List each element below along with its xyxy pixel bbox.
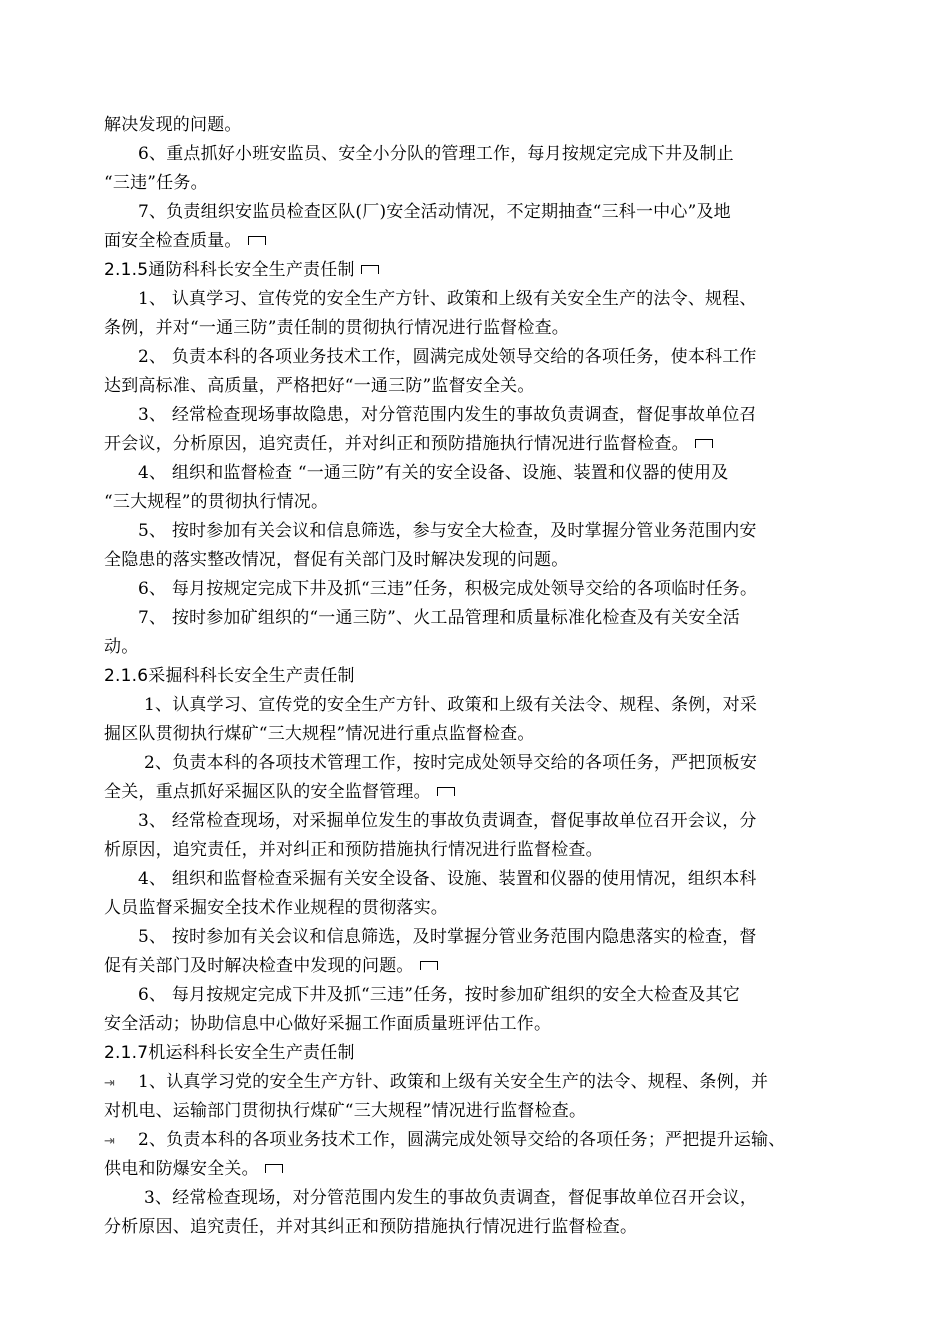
paragraph-line: [104, 1009, 551, 1039]
line-text: 全关，重点抓好采掘区队的安全监督管理。: [104, 782, 431, 802]
line-text: 3、 经常检查现场，对采掘单位发生的事故负责调查，督促事故单位召开会议，分: [138, 811, 757, 831]
line-text: 1、 认真学习、宣传党的安全生产方针、政策和上级有关安全生产的法令、规程、: [138, 289, 757, 309]
section-heading: [104, 1038, 355, 1068]
section-heading: [104, 661, 355, 691]
paragraph-line: [104, 284, 757, 314]
paragraph-line: [104, 574, 757, 604]
paragraph-line: [104, 777, 455, 807]
paragraph-line: [104, 400, 757, 430]
line-text: 促有关部门及时解决检查中发现的问题。: [104, 956, 414, 976]
paragraph-line: [104, 806, 757, 836]
line-text: 2.1.5通防科科长安全生产责任制: [104, 260, 355, 280]
paragraph-line: [104, 980, 740, 1010]
line-text: 解决发现的问题。: [104, 115, 242, 135]
paragraph-line: [104, 313, 569, 343]
paragraph-mark-icon: [420, 961, 438, 970]
tab-arrow-icon: ⇥: [104, 1076, 116, 1091]
paragraph-line: [104, 1125, 785, 1155]
paragraph-line: [104, 110, 242, 140]
line-text: 面安全检查质量。: [104, 231, 242, 251]
line-text: 6、重点抓好小班安监员、安全小分队的管理工作，每月按规定完成下井及制止: [138, 144, 734, 164]
line-text: 5、 按时参加有关会议和信息筛选，参与安全大检查，及时掌握分管业务范围内安: [138, 521, 757, 541]
line-text: 对机电、运输部门贯彻执行煤矿“三大规程”情况进行监督检查。: [104, 1101, 587, 1121]
paragraph-line: [104, 922, 757, 952]
paragraph-line: [104, 458, 728, 488]
line-text: 条例，并对“一通三防”责任制的贯彻执行情况进行监督检查。: [104, 318, 569, 338]
paragraph-line: [104, 545, 568, 575]
line-text: 7、负责组织安监员检查区队(厂)安全活动情况，不定期抽查“三科一中心”及地: [138, 202, 731, 222]
paragraph-line: [104, 197, 731, 227]
paragraph-line: [104, 951, 438, 981]
line-text: 2、负责本科的各项技术管理工作，按时完成处领导交给的各项任务，严把顶板安: [144, 753, 758, 773]
line-text: “三大规程”的贯彻执行情况。: [104, 492, 329, 512]
line-text: 人员监督采掘安全技术作业规程的贯彻落实。: [104, 898, 448, 918]
line-text: 供电和防爆安全关。: [104, 1159, 259, 1179]
paragraph-mark-icon: [248, 236, 266, 245]
line-text: 2.1.7机运科科长安全生产责任制: [104, 1043, 355, 1063]
paragraph-line: [104, 1096, 586, 1126]
paragraph-line: [104, 1212, 637, 1242]
line-text: 4、 组织和监督检查采掘有关安全设备、设施、装置和仪器的使用情况，组织本科: [138, 869, 757, 889]
line-text: 析原因，追究责任，并对纠正和预防措施执行情况进行监督检查。: [104, 840, 603, 860]
paragraph-line: [104, 226, 266, 256]
line-text: 安全活动；协助信息中心做好采掘工作面质量班评估工作。: [104, 1014, 552, 1034]
line-text: 全隐患的落实整改情况，督促有关部门及时解决发现的问题。: [104, 550, 569, 570]
paragraph-line: [104, 603, 740, 633]
paragraph-line: [104, 1154, 283, 1184]
paragraph-line: [104, 168, 208, 198]
line-text: 7、 按时参加矿组织的“一通三防”、火工品管理和质量标准化检查及有关安全活: [138, 608, 740, 628]
paragraph-line: [104, 487, 328, 517]
line-text: 2.1.6采掘科科长安全生产责任制: [104, 666, 355, 686]
paragraph-mark-icon: [265, 1164, 283, 1173]
paragraph-line: [104, 1067, 768, 1097]
line-text: 1、认真学习党的安全生产方针、政策和上级有关安全生产的法令、规程、条例，并: [138, 1072, 769, 1092]
line-text: 3、 经常检查现场事故隐患，对分管范围内发生的事故负责调查，督促事故单位召: [138, 405, 757, 425]
line-text: 2、负责本科的各项业务技术工作，圆满完成处领导交给的各项任务；严把提升运输、: [138, 1130, 786, 1150]
line-text: 达到高标准、高质量，严格把好“一通三防”监督安全关。: [104, 376, 535, 396]
paragraph-line: [104, 893, 448, 923]
line-text: 动。: [104, 637, 139, 657]
line-text: 开会议，分析原因，追究责任，并对纠正和预防措施执行情况进行监督检查。: [104, 434, 689, 454]
line-text: 6、 每月按规定完成下井及抓“三违”任务，按时参加矿组织的安全大检查及其它: [138, 985, 740, 1005]
line-text: 掘区队贯彻执行煤矿“三大规程”情况进行重点监督检查。: [104, 724, 535, 744]
paragraph-mark-icon: [695, 439, 713, 448]
line-text: 4、 组织和监督检查 “一通三防”有关的安全设备、设施、装置和仪器的使用及: [138, 463, 729, 483]
paragraph-line: [104, 139, 734, 169]
section-heading: [104, 255, 379, 285]
paragraph-line: [104, 835, 603, 865]
line-text: 3、经常检查现场，对分管范围内发生的事故负责调查，督促事故单位召开会议，: [144, 1188, 758, 1208]
paragraph-line: [104, 690, 757, 720]
line-text: 分析原因、追究责任，并对其纠正和预防措施执行情况进行监督检查。: [104, 1217, 638, 1237]
line-text: 5、 按时参加有关会议和信息筛选，及时掌握分管业务范围内隐患落实的检查，督: [138, 927, 757, 947]
line-text: “三违”任务。: [104, 173, 208, 193]
paragraph-line: [104, 516, 757, 546]
paragraph-mark-icon: [361, 265, 379, 274]
paragraph-line: [104, 1183, 757, 1213]
paragraph-line: [104, 429, 713, 459]
paragraph-line: [104, 371, 535, 401]
paragraph-line: [104, 864, 757, 894]
paragraph-line: [104, 748, 757, 778]
paragraph-line: [104, 719, 535, 749]
paragraph-mark-icon: [437, 787, 455, 796]
line-text: 1、认真学习、宣传党的安全生产方针、政策和上级有关法令、规程、条例，对采: [144, 695, 758, 715]
paragraph-line: [104, 342, 757, 372]
tab-arrow-icon: ⇥: [104, 1134, 116, 1149]
paragraph-line: [104, 632, 138, 662]
line-text: 2、 负责本科的各项业务技术工作，圆满完成处领导交给的各项任务，使本科工作: [138, 347, 757, 367]
line-text: 6、 每月按规定完成下井及抓“三违”任务，积极完成处领导交给的各项临时任务。: [138, 579, 758, 599]
